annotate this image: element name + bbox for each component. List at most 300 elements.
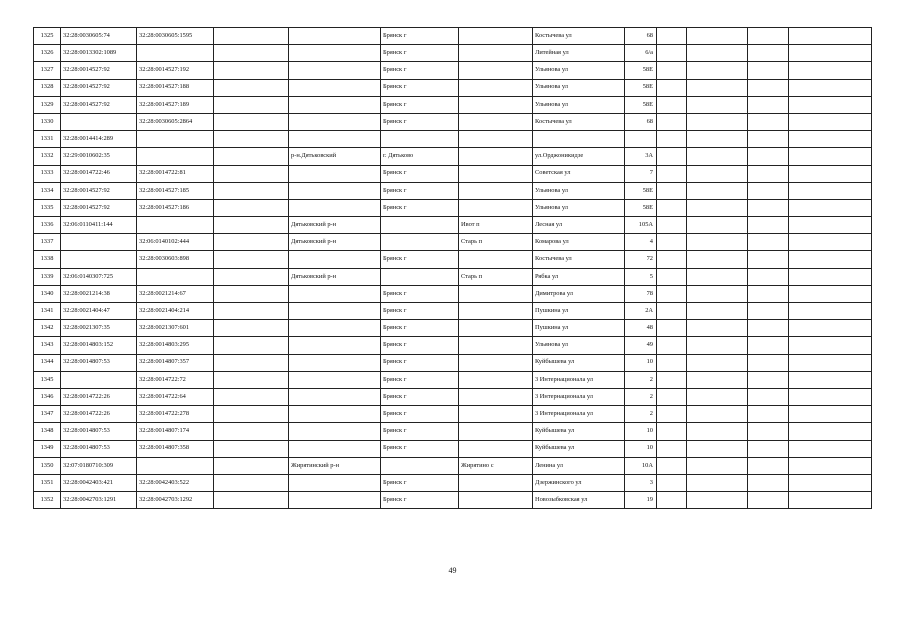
cadastral-number-cell: 32:28:0013302:1089	[61, 45, 137, 62]
object-cadastral-number-cell	[137, 148, 214, 165]
object-cadastral-number-cell: 32:28:0014722:278	[137, 406, 214, 423]
empty-cell	[214, 131, 289, 148]
locality-cell	[459, 371, 533, 388]
house-cell: 2А	[625, 303, 657, 320]
empty-cell	[657, 251, 687, 268]
empty-cell	[657, 406, 687, 423]
table-row	[34, 303, 872, 320]
object-cadastral-number-cell	[137, 131, 214, 148]
table-row	[34, 474, 872, 491]
city-cell: Брянск г	[381, 406, 459, 423]
empty-cell	[687, 492, 748, 509]
empty-cell	[687, 165, 748, 182]
city-cell	[381, 268, 459, 285]
cadastral-number-cell: 32:28:0014527:92	[61, 96, 137, 113]
object-cadastral-number-cell: 32:28:0042403:522	[137, 474, 214, 491]
empty-cell	[687, 388, 748, 405]
house-cell: 48	[625, 320, 657, 337]
street-cell: Ульянова ул	[533, 337, 625, 354]
empty-cell	[789, 320, 872, 337]
object-cadastral-number-cell: 32:28:0042703:1292	[137, 492, 214, 509]
empty-cell	[214, 113, 289, 130]
empty-cell	[687, 457, 748, 474]
cadastral-number-cell: 32:29:0010602:35	[61, 148, 137, 165]
empty-cell	[214, 217, 289, 234]
row-number-cell: 1331	[34, 131, 61, 148]
cadastral-number-cell: 32:28:0014803:152	[61, 337, 137, 354]
house-cell: 49	[625, 337, 657, 354]
empty-cell	[687, 113, 748, 130]
cadastral-number-cell: 32:28:0030605:74	[61, 28, 137, 45]
city-cell: Брянск г	[381, 492, 459, 509]
table-row	[34, 113, 872, 130]
table-row	[34, 320, 872, 337]
empty-cell	[214, 406, 289, 423]
row-number-cell: 1340	[34, 285, 61, 302]
city-cell: Брянск г	[381, 285, 459, 302]
house-cell: 58Е	[625, 199, 657, 216]
table-row	[34, 217, 872, 234]
district-cell	[289, 440, 381, 457]
empty-cell	[687, 406, 748, 423]
empty-cell	[687, 62, 748, 79]
empty-cell	[657, 96, 687, 113]
empty-cell	[687, 371, 748, 388]
empty-cell	[214, 354, 289, 371]
table-row	[34, 337, 872, 354]
row-number-cell: 1344	[34, 354, 61, 371]
street-cell: Литейная ул	[533, 45, 625, 62]
empty-cell	[687, 285, 748, 302]
row-number-cell: 1330	[34, 113, 61, 130]
empty-cell	[687, 45, 748, 62]
empty-cell	[214, 45, 289, 62]
house-cell: 7	[625, 165, 657, 182]
empty-cell	[214, 251, 289, 268]
empty-cell	[687, 217, 748, 234]
row-number-cell: 1325	[34, 28, 61, 45]
empty-cell	[657, 423, 687, 440]
object-cadastral-number-cell	[137, 268, 214, 285]
empty-cell	[687, 423, 748, 440]
empty-cell	[687, 440, 748, 457]
empty-cell	[657, 217, 687, 234]
house-cell: 2	[625, 371, 657, 388]
page-number: 49	[448, 566, 457, 575]
district-cell	[289, 423, 381, 440]
table-row	[34, 45, 872, 62]
street-cell: Ульянова ул	[533, 62, 625, 79]
cadastral-number-cell: 32:28:0014807:53	[61, 440, 137, 457]
empty-cell	[214, 234, 289, 251]
object-cadastral-number-cell: 32:28:0030605:1595	[137, 28, 214, 45]
district-cell	[289, 406, 381, 423]
empty-cell	[748, 234, 789, 251]
empty-cell	[789, 199, 872, 216]
empty-cell	[214, 285, 289, 302]
district-cell	[289, 474, 381, 491]
district-cell	[289, 337, 381, 354]
street-cell: Пушкина ул	[533, 320, 625, 337]
locality-cell: Старь п	[459, 234, 533, 251]
house-cell: 3А	[625, 148, 657, 165]
empty-cell	[748, 406, 789, 423]
cadastral-number-cell	[61, 234, 137, 251]
district-cell	[289, 79, 381, 96]
empty-cell	[789, 474, 872, 491]
table-row	[34, 234, 872, 251]
locality-cell: Старь п	[459, 268, 533, 285]
cadastral-number-cell: 32:06:0140307:725	[61, 268, 137, 285]
empty-cell	[214, 320, 289, 337]
cadastral-number-cell: 32:28:0014807:53	[61, 423, 137, 440]
empty-cell	[748, 62, 789, 79]
cadastral-number-cell: 32:28:0014722:26	[61, 388, 137, 405]
object-cadastral-number-cell: 32:28:0014722:64	[137, 388, 214, 405]
street-cell	[533, 131, 625, 148]
district-cell	[289, 28, 381, 45]
table-row	[34, 285, 872, 302]
empty-cell	[748, 165, 789, 182]
row-number-cell: 1332	[34, 148, 61, 165]
house-cell: 10	[625, 423, 657, 440]
table-row	[34, 371, 872, 388]
empty-cell	[214, 199, 289, 216]
cadastral-number-cell: 32:28:0014807:53	[61, 354, 137, 371]
table-row	[34, 354, 872, 371]
house-cell: 19	[625, 492, 657, 509]
empty-cell	[214, 268, 289, 285]
locality-cell	[459, 406, 533, 423]
city-cell: Брянск г	[381, 303, 459, 320]
empty-cell	[789, 406, 872, 423]
table-row	[34, 131, 872, 148]
empty-cell	[687, 199, 748, 216]
street-cell: Комарова ул	[533, 234, 625, 251]
empty-cell	[687, 148, 748, 165]
city-cell: Брянск г	[381, 62, 459, 79]
object-cadastral-number-cell: 32:28:0014807:357	[137, 354, 214, 371]
empty-cell	[214, 62, 289, 79]
empty-cell	[789, 96, 872, 113]
district-cell	[289, 320, 381, 337]
locality-cell	[459, 492, 533, 509]
row-number-cell: 1349	[34, 440, 61, 457]
empty-cell	[789, 45, 872, 62]
table-row	[34, 423, 872, 440]
object-cadastral-number-cell: 32:28:0014807:358	[137, 440, 214, 457]
empty-cell	[657, 285, 687, 302]
row-number-cell: 1346	[34, 388, 61, 405]
empty-cell	[687, 320, 748, 337]
empty-cell	[214, 492, 289, 509]
street-cell: Ульянова ул	[533, 79, 625, 96]
empty-cell	[748, 96, 789, 113]
street-cell: Рябка ул	[533, 268, 625, 285]
district-cell	[289, 388, 381, 405]
empty-cell	[657, 113, 687, 130]
city-cell: Брянск г	[381, 337, 459, 354]
street-cell: Ленина ул	[533, 457, 625, 474]
empty-cell	[687, 131, 748, 148]
district-cell	[289, 62, 381, 79]
empty-cell	[657, 492, 687, 509]
empty-cell	[687, 337, 748, 354]
locality-cell	[459, 199, 533, 216]
object-cadastral-number-cell: 32:28:0014807:174	[137, 423, 214, 440]
street-cell: Новозыбковская ул	[533, 492, 625, 509]
empty-cell	[789, 62, 872, 79]
empty-cell	[687, 79, 748, 96]
empty-cell	[789, 113, 872, 130]
table-row	[34, 96, 872, 113]
city-cell: Брянск г	[381, 320, 459, 337]
city-cell: Брянск г	[381, 45, 459, 62]
street-cell: Костычева ул	[533, 113, 625, 130]
empty-cell	[748, 303, 789, 320]
object-cadastral-number-cell: 32:28:0014527:186	[137, 199, 214, 216]
street-cell: 3 Интернационала ул	[533, 371, 625, 388]
house-cell	[625, 131, 657, 148]
empty-cell	[657, 148, 687, 165]
locality-cell	[459, 79, 533, 96]
cadastral-number-cell	[61, 371, 137, 388]
district-cell	[289, 199, 381, 216]
street-cell: Ульянова ул	[533, 96, 625, 113]
empty-cell	[789, 303, 872, 320]
house-cell: 10	[625, 440, 657, 457]
empty-cell	[789, 165, 872, 182]
empty-cell	[214, 474, 289, 491]
object-cadastral-number-cell: 32:28:0030603:898	[137, 251, 214, 268]
cadastral-number-cell: 32:28:0042403:421	[61, 474, 137, 491]
empty-cell	[214, 423, 289, 440]
empty-cell	[657, 62, 687, 79]
empty-cell	[687, 96, 748, 113]
district-cell	[289, 492, 381, 509]
empty-cell	[748, 182, 789, 199]
city-cell	[381, 234, 459, 251]
empty-cell	[748, 371, 789, 388]
empty-cell	[789, 131, 872, 148]
locality-cell	[459, 182, 533, 199]
table-row	[34, 182, 872, 199]
row-number-cell: 1326	[34, 45, 61, 62]
empty-cell	[657, 388, 687, 405]
empty-cell	[789, 28, 872, 45]
cadastral-number-cell: 32:06:0110411:144	[61, 217, 137, 234]
house-cell: 58Е	[625, 62, 657, 79]
object-cadastral-number-cell	[137, 45, 214, 62]
object-cadastral-number-cell	[137, 217, 214, 234]
locality-cell	[459, 131, 533, 148]
locality-cell	[459, 45, 533, 62]
city-cell: Брянск г	[381, 440, 459, 457]
locality-cell	[459, 96, 533, 113]
empty-cell	[214, 28, 289, 45]
empty-cell	[748, 388, 789, 405]
row-number-cell: 1329	[34, 96, 61, 113]
object-cadastral-number-cell: 32:28:0021404:214	[137, 303, 214, 320]
city-cell	[381, 457, 459, 474]
table-row	[34, 457, 872, 474]
street-cell: ул.Орджоникидзе	[533, 148, 625, 165]
district-cell: Дятьковский р-н	[289, 268, 381, 285]
city-cell	[381, 217, 459, 234]
table-row	[34, 199, 872, 216]
row-number-cell: 1345	[34, 371, 61, 388]
empty-cell	[789, 388, 872, 405]
house-cell: 2	[625, 406, 657, 423]
row-number-cell: 1347	[34, 406, 61, 423]
district-cell	[289, 354, 381, 371]
district-cell	[289, 303, 381, 320]
empty-cell	[748, 148, 789, 165]
table-row	[34, 28, 872, 45]
street-cell: Ульянова ул	[533, 182, 625, 199]
empty-cell	[214, 182, 289, 199]
district-cell	[289, 96, 381, 113]
empty-cell	[657, 182, 687, 199]
empty-cell	[657, 354, 687, 371]
empty-cell	[214, 440, 289, 457]
row-number-cell: 1335	[34, 199, 61, 216]
empty-cell	[789, 217, 872, 234]
city-cell: Брянск г	[381, 199, 459, 216]
empty-cell	[687, 251, 748, 268]
empty-cell	[214, 79, 289, 96]
city-cell: Брянск г	[381, 96, 459, 113]
empty-cell	[687, 354, 748, 371]
street-cell: Дзержинского ул	[533, 474, 625, 491]
row-number-cell: 1334	[34, 182, 61, 199]
locality-cell	[459, 474, 533, 491]
house-cell: 72	[625, 251, 657, 268]
district-cell: Жирятинский р-н	[289, 457, 381, 474]
street-cell: Ульянова ул	[533, 199, 625, 216]
house-cell: 58Е	[625, 96, 657, 113]
empty-cell	[687, 234, 748, 251]
cadastral-number-cell: 32:28:0014414:289	[61, 131, 137, 148]
district-cell	[289, 45, 381, 62]
cadastral-number-cell	[61, 251, 137, 268]
locality-cell	[459, 251, 533, 268]
city-cell: Брянск г	[381, 388, 459, 405]
table-row	[34, 79, 872, 96]
street-cell: Костычева ул	[533, 28, 625, 45]
empty-cell	[687, 28, 748, 45]
row-number-cell: 1339	[34, 268, 61, 285]
house-cell: 5	[625, 268, 657, 285]
empty-cell	[687, 182, 748, 199]
row-number-cell: 1341	[34, 303, 61, 320]
house-cell: 10А	[625, 457, 657, 474]
empty-cell	[657, 268, 687, 285]
empty-cell	[214, 457, 289, 474]
city-cell: Брянск г	[381, 79, 459, 96]
empty-cell	[789, 457, 872, 474]
empty-cell	[214, 96, 289, 113]
locality-cell	[459, 303, 533, 320]
empty-cell	[789, 79, 872, 96]
locality-cell	[459, 285, 533, 302]
table-row	[34, 165, 872, 182]
object-cadastral-number-cell: 32:28:0014803:295	[137, 337, 214, 354]
district-cell	[289, 131, 381, 148]
empty-cell	[748, 217, 789, 234]
table-row	[34, 406, 872, 423]
empty-cell	[748, 320, 789, 337]
city-cell: Брянск г	[381, 165, 459, 182]
empty-cell	[214, 371, 289, 388]
city-cell: г. Дятьково	[381, 148, 459, 165]
locality-cell	[459, 62, 533, 79]
locality-cell	[459, 337, 533, 354]
empty-cell	[789, 423, 872, 440]
empty-cell	[214, 148, 289, 165]
empty-cell	[657, 28, 687, 45]
empty-cell	[748, 492, 789, 509]
object-cadastral-number-cell: 32:06:0140102:444	[137, 234, 214, 251]
locality-cell	[459, 113, 533, 130]
empty-cell	[657, 457, 687, 474]
empty-cell	[748, 285, 789, 302]
empty-cell	[657, 45, 687, 62]
locality-cell: Ивот п	[459, 217, 533, 234]
empty-cell	[657, 131, 687, 148]
house-cell: 58Е	[625, 182, 657, 199]
empty-cell	[748, 79, 789, 96]
street-cell: 3 Интернационала ул	[533, 406, 625, 423]
object-cadastral-number-cell: 32:28:0014722:72	[137, 371, 214, 388]
table-row	[34, 62, 872, 79]
empty-cell	[748, 268, 789, 285]
street-cell: Костычева ул	[533, 251, 625, 268]
city-cell: Брянск г	[381, 28, 459, 45]
empty-cell	[748, 457, 789, 474]
empty-cell	[657, 165, 687, 182]
house-cell: 6/а	[625, 45, 657, 62]
registry-table	[33, 27, 872, 509]
street-cell: Лесная ул	[533, 217, 625, 234]
empty-cell	[748, 474, 789, 491]
row-number-cell: 1336	[34, 217, 61, 234]
cadastral-number-cell: 32:28:0042703:1291	[61, 492, 137, 509]
street-cell: Пушкина ул	[533, 303, 625, 320]
locality-cell	[459, 423, 533, 440]
row-number-cell: 1350	[34, 457, 61, 474]
city-cell: Брянск г	[381, 251, 459, 268]
empty-cell	[657, 303, 687, 320]
cadastral-number-cell: 32:28:0014527:92	[61, 79, 137, 96]
empty-cell	[789, 148, 872, 165]
cadastral-number-cell: 32:28:0021404:47	[61, 303, 137, 320]
district-cell	[289, 285, 381, 302]
object-cadastral-number-cell: 32:28:0021214:67	[137, 285, 214, 302]
row-number-cell: 1333	[34, 165, 61, 182]
empty-cell	[789, 371, 872, 388]
house-cell: 3	[625, 474, 657, 491]
table-row	[34, 268, 872, 285]
cadastral-number-cell: 32:28:0021307:35	[61, 320, 137, 337]
cadastral-number-cell: 32:28:0021214:38	[61, 285, 137, 302]
empty-cell	[789, 182, 872, 199]
empty-cell	[214, 165, 289, 182]
city-cell: Брянск г	[381, 182, 459, 199]
row-number-cell: 1338	[34, 251, 61, 268]
house-cell: 68	[625, 113, 657, 130]
registry-table-body	[34, 28, 872, 509]
